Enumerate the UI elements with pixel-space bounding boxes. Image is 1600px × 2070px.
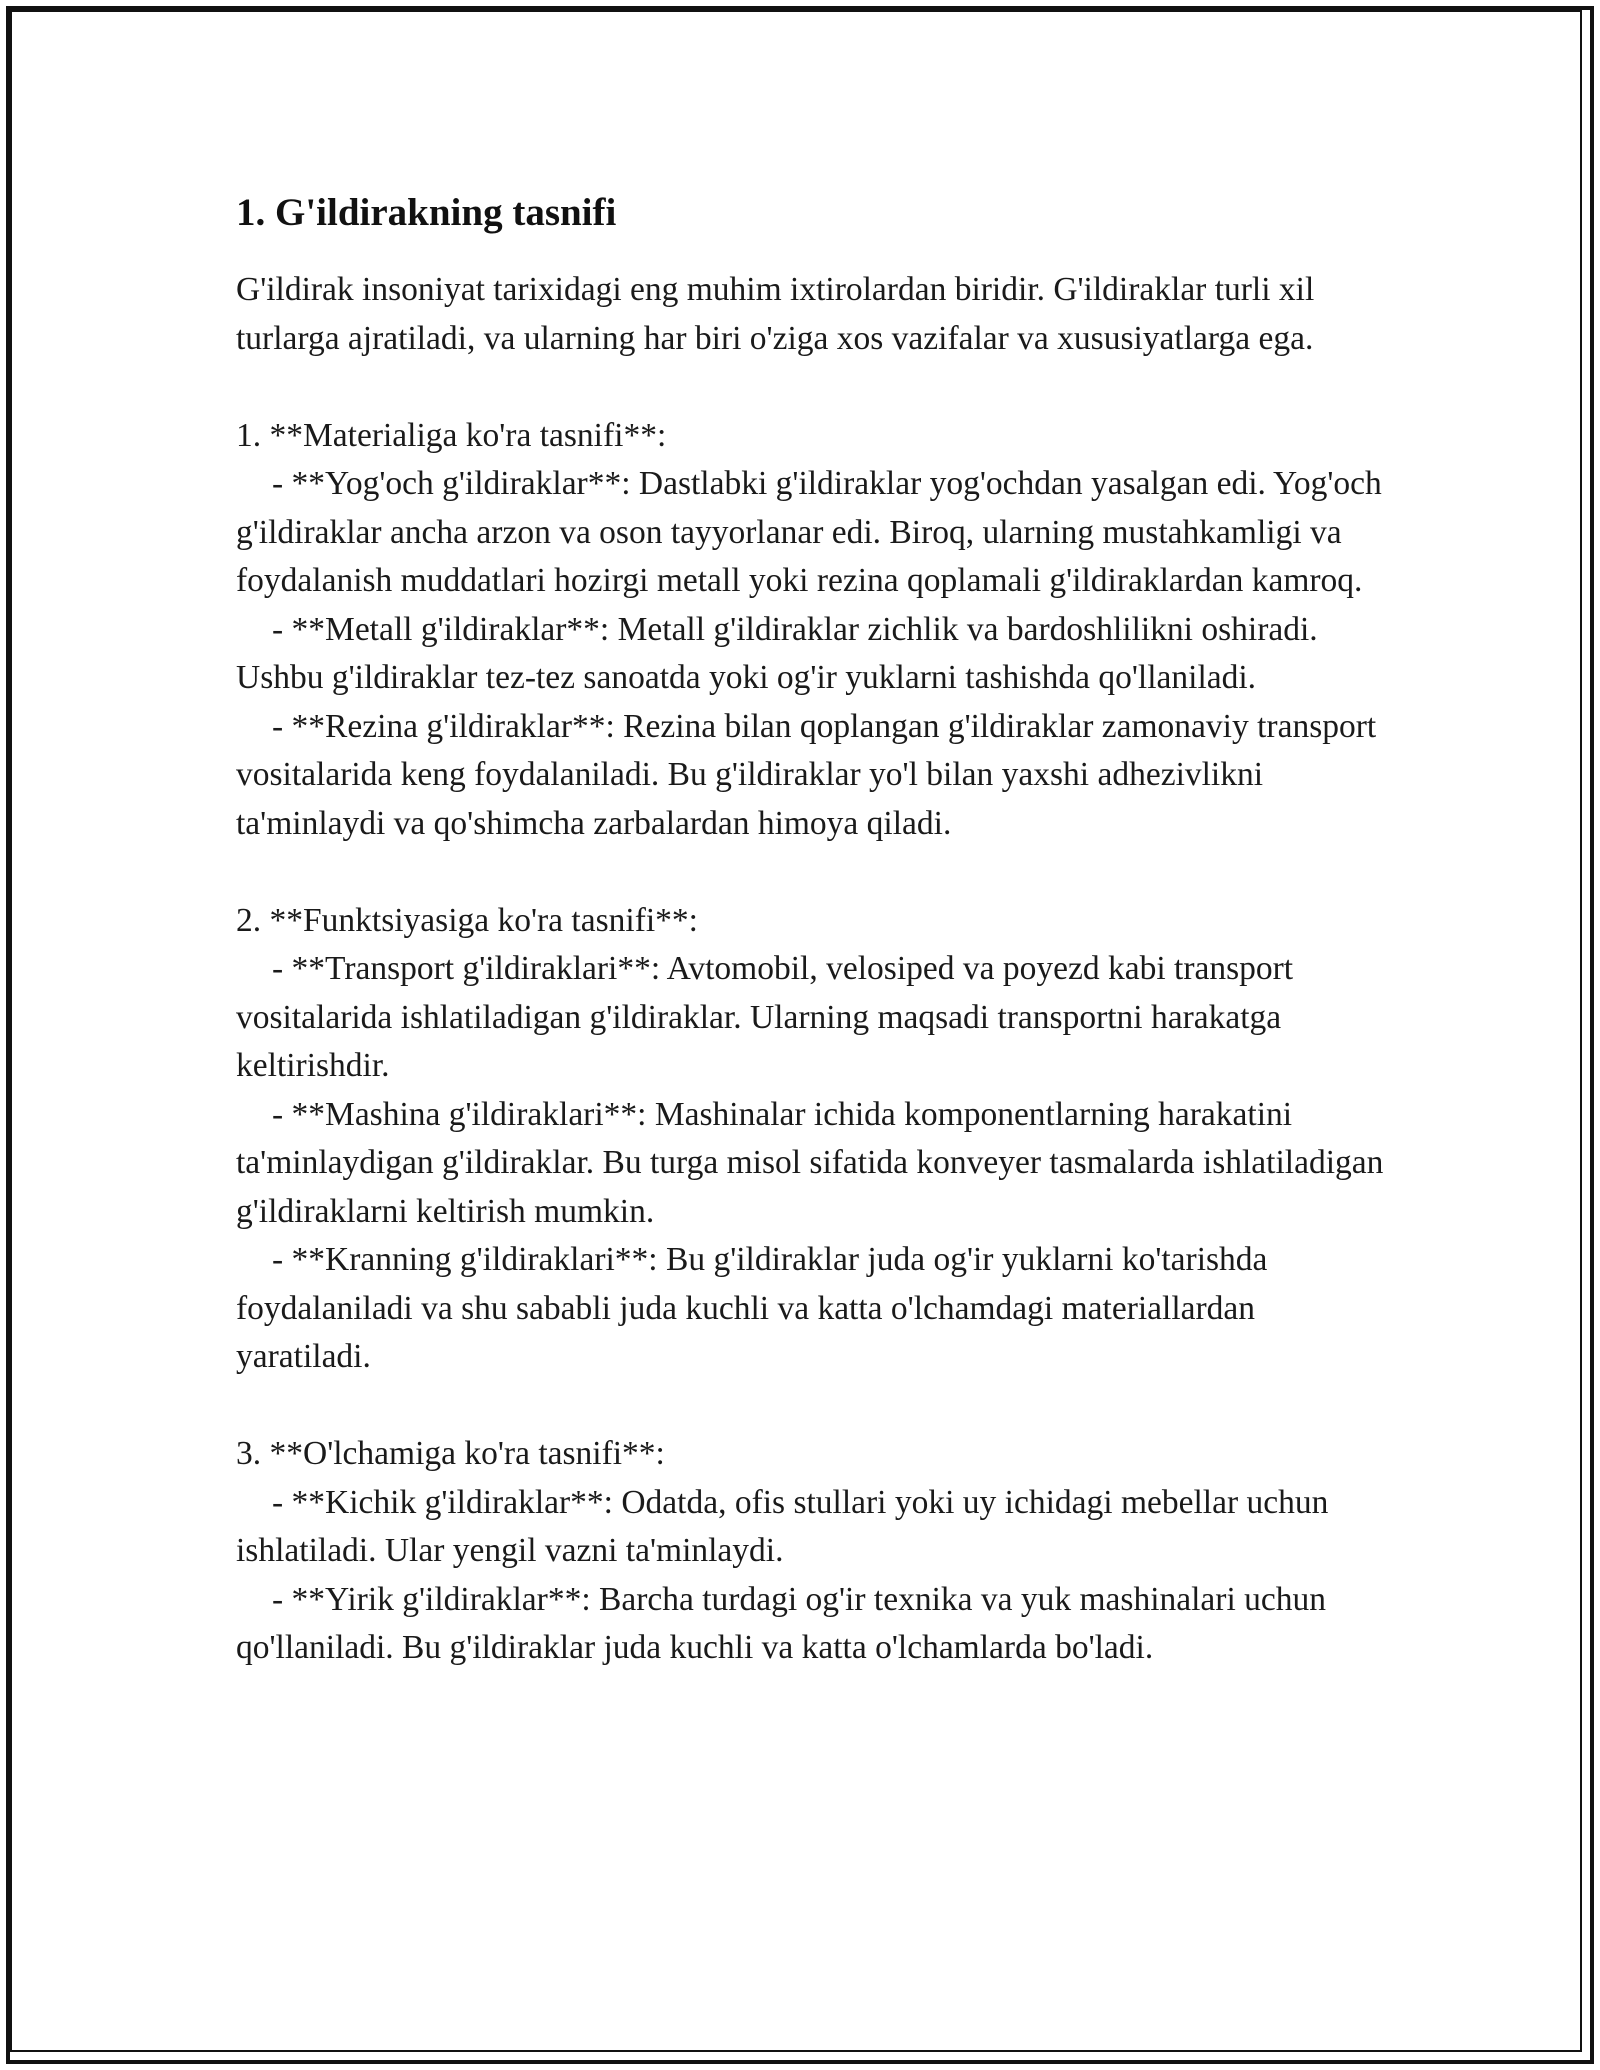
list-item bbox=[236, 1576, 1386, 1673]
list-item bbox=[236, 1479, 1386, 1576]
list-item-text: - **Kranning g'ildiraklari**: Bu g'ildiraklar juda og'ir yuklarni ko'tarishda foydalaniladi va shu sababli juda kuchli va katta o'lchamdagi materiallardan yaratiladi. bbox=[236, 1241, 1268, 1375]
section-heading-material: 1. **Materialiga ko'ra tasnifi**: bbox=[236, 416, 667, 454]
list-item-text: - **Yirik g'ildiraklar**: Barcha turdagi og'ir texnika va yuk mashinalari uchun qo'llaniladi. Bu g'ildiraklar juda kuchli va katta o'lchamlarda bo'ladi. bbox=[236, 1580, 1327, 1666]
paragraph-gap bbox=[236, 1382, 1386, 1431]
intro-paragraph: G'ildirak insoniyat tarixidagi eng muhim ixtirolardan biridir. G'ildiraklar turli xil turlarga ajratiladi, va ularning har biri o'ziga xos vazifalar va xususiyatlarga ega. bbox=[236, 271, 1315, 357]
list-item bbox=[236, 703, 1386, 849]
list-item-text: - **Rezina g'ildiraklar**: Rezina bilan qoplangan g'ildiraklar zamonaviy transport vositalarida keng foydalaniladi. Bu g'ildiraklar yo'l bilan yaxshi adhezivlikni ta'minlaydi va qo'shimcha zarbalardan himoya qiladi. bbox=[236, 707, 1377, 842]
list-item-text: - **Mashina g'ildiraklari**: Mashinalar ichida komponentlarning harakatini ta'minlaydigan g'ildiraklar. Bu turga misol sifatida konveyer tasmalarda ishlatiladigan g'ildiraklarni keltirish mumkin. bbox=[236, 1095, 1384, 1230]
section-heading-size: 3. **O'lchamiga ko'ra tasnifi**: bbox=[236, 1435, 665, 1472]
list-item bbox=[236, 1091, 1386, 1237]
list-item-text: - **Metall g'ildiraklar**: Metall g'ildiraklar zichlik va bardoshlilikni oshiradi. Ushbu g'ildiraklar tez-tez sanoatda yoki og'ir yuklarni tashishda qo'llaniladi. bbox=[236, 610, 1318, 696]
list-item bbox=[236, 945, 1386, 1091]
page-title: 1. G'ildirakning tasnifi bbox=[236, 191, 617, 234]
document-body bbox=[236, 188, 1386, 1673]
list-item bbox=[236, 460, 1386, 606]
list-item bbox=[236, 606, 1386, 703]
list-item-text: - **Transport g'ildiraklari**: Avtomobil, velosiped va poyezd kabi transport vositalarida ishlatiladigan g'ildiraklar. Ularning maqsadi transportni harakatga keltirishdir. bbox=[236, 950, 1294, 1084]
list-item bbox=[236, 1236, 1386, 1382]
paragraph-gap bbox=[236, 848, 1386, 897]
list-item-text: - **Yog'och g'ildiraklar**: Dastlabki g'ildiraklar yog'ochdan yasalgan edi. Yog'och g'ildiraklar ancha arzon va oson tayyorlanar edi. Biroq, ularning mustahkamligi va foydalanish muddatlari hozirgi metall yoki rezina qoplamali g'ildiraklardan kamroq. bbox=[236, 465, 1382, 599]
list-item-text: - **Kichik g'ildiraklar**: Odatda, ofis stullari yoki uy ichidagi mebellar uchun ishlatiladi. Ular yengil vazni ta'minlaydi. bbox=[236, 1483, 1329, 1569]
paragraph-gap bbox=[236, 363, 1386, 412]
section-heading-function: 2. **Funktsiyasiga ko'ra tasnifi**: bbox=[236, 901, 698, 939]
